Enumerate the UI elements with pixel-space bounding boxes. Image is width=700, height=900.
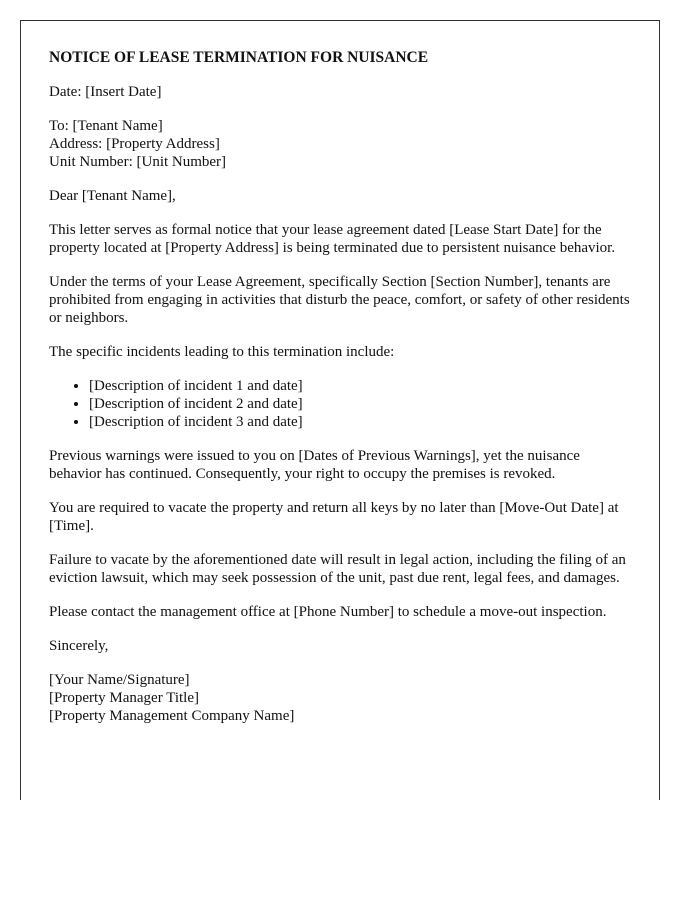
paragraph-incidents-intro: The specific incidents leading to this termination include: xyxy=(49,344,395,360)
letter-title: NOTICE OF LEASE TERMINATION FOR NUISANCE xyxy=(49,49,429,66)
salutation: Dear [Tenant Name], xyxy=(49,188,176,204)
incident-item: • [Description of incident 3 and date] xyxy=(89,413,631,431)
signature-title: [Property Manager Title] xyxy=(49,690,199,706)
letter-page xyxy=(20,20,660,800)
signature-name: [Your Name/Signature] xyxy=(49,672,190,688)
closing: Sincerely, xyxy=(49,638,109,654)
paragraph-vacate: You are required to vacate the property and return all keys by no later than [Move-Out Date] at [Time]. xyxy=(49,500,619,534)
recipient-block xyxy=(49,117,631,171)
recipient-address: Address: [Property Address] xyxy=(49,136,220,152)
incident-item: • [Description of incident 1 and date] xyxy=(89,377,631,395)
signature-company: [Property Management Company Name] xyxy=(49,708,295,724)
paragraph-legal-action: Failure to vacate by the aforementioned date will result in legal action, including the filing of an eviction lawsuit, which may seek possession of the unit, past due rent, legal fees, and damages. xyxy=(49,552,626,586)
incident-item: • [Description of incident 2 and date] xyxy=(89,395,631,413)
date-line: Date: [Insert Date] xyxy=(49,84,162,100)
signature-block xyxy=(49,671,631,725)
paragraph-warnings: Previous warnings were issued to you on [Dates of Previous Warnings], yet the nuisance behavior has continued. Consequently, your right to occupy the premises is revoked. xyxy=(49,448,580,482)
recipient-unit: Unit Number: [Unit Number] xyxy=(49,154,227,170)
paragraph-lease-terms: Under the terms of your Lease Agreement, specifically Section [Section Number], tenants are prohibited from engaging in activities that disturb the peace, comfort, or safety of other residents or neighbors. xyxy=(49,274,630,326)
paragraph-notice: This letter serves as formal notice that your lease agreement dated [Lease Start Date] for the property located at [Property Address] is being terminated due to persistent nuisance behavior. xyxy=(49,222,616,256)
paragraph-contact: Please contact the management office at [Phone Number] to schedule a move-out inspection. xyxy=(49,604,607,620)
incident-list xyxy=(49,377,631,431)
recipient-name: To: [Tenant Name] xyxy=(49,118,163,134)
